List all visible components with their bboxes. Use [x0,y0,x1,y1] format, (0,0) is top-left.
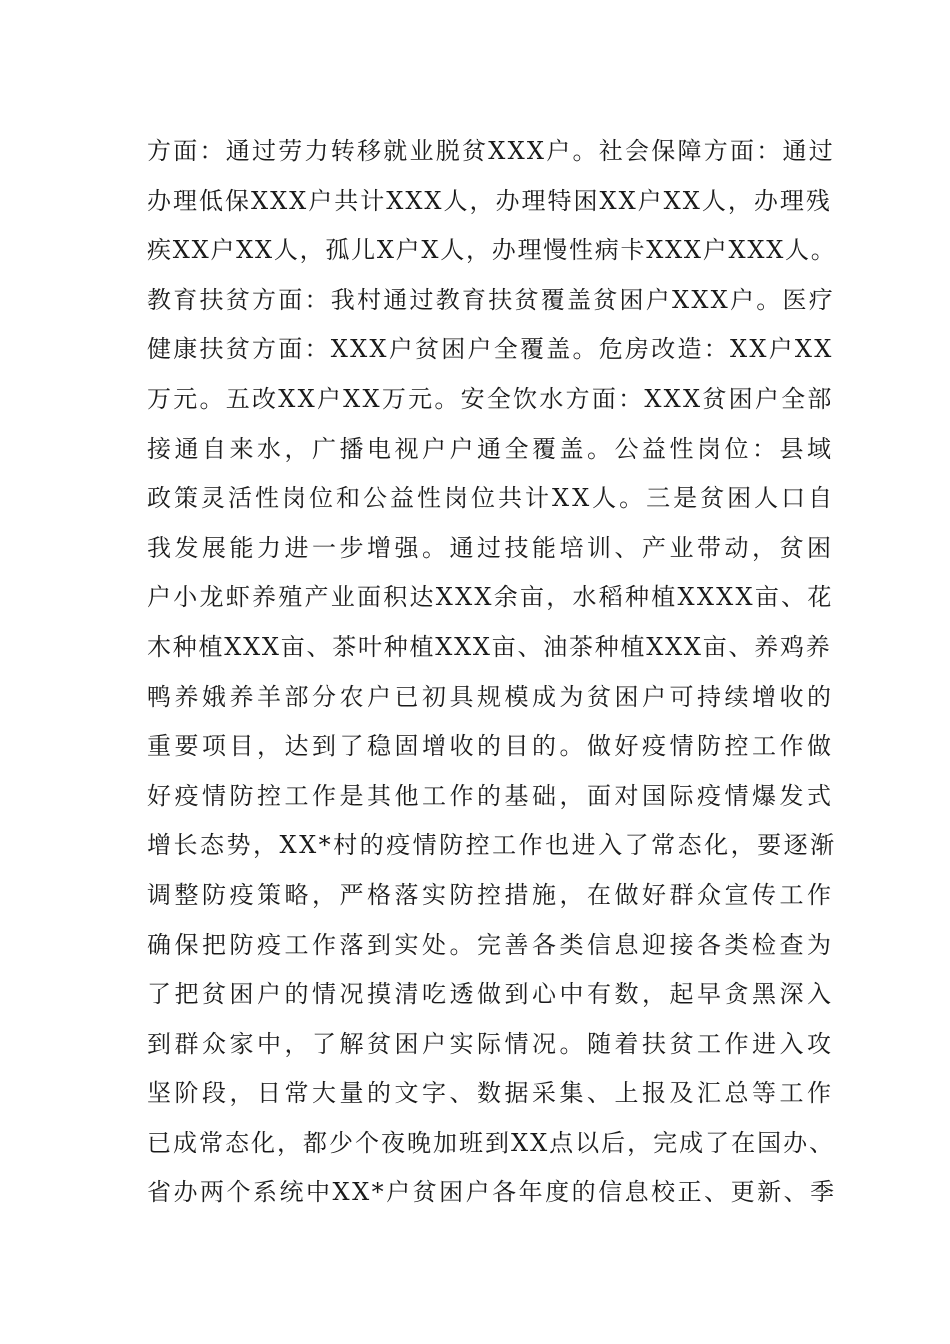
text-line: 坚阶段，日常大量的文字、数据采集、上报及汇总等工作 [147,1079,835,1108]
text-line: 调整防疫策略，严格落实防控措施，在做好群众宣传工作 [147,880,835,909]
text-line: 万元。五改XX户XX万元。安全饮水方面：XXX贫困户全部 [147,384,834,413]
text-line: 接通自来水，广播电视户户通全覆盖。公益性岗位：县域 [147,434,835,463]
text-line: 确保把防疫工作落到实处。完善各类信息迎接各类检查为 [147,930,835,959]
body-text [147,127,837,1218]
text-line: 木种植XXX亩、茶叶种植XXX亩、油茶种植XXX亩、养鸡养 [147,632,832,661]
text-line: 重要项目，达到了稳固增收的目的。做好疫情防控工作做 [147,732,835,761]
text-line: 到群众家中，了解贫困户实际情况。随着扶贫工作进入攻 [147,1029,835,1058]
text-line: 方面：通过劳力转移就业脱贫XXX户。社会保障方面：通过 [147,137,836,165]
text-line: 健康扶贫方面：XXX户贫困户全覆盖。危房改造：XX户XX [147,335,834,364]
text-line: 省办两个系统中XX*户贫困户各年度的信息校正、更新、季 [147,1178,837,1207]
text-line: 办理低保XXX户共计XXX人，办理特困XX户XX人，办理残 [147,186,832,215]
text-line: 疾XX户XX人，孤儿X户X人，办理慢性病卡XXX户XXX人。 [147,236,837,265]
text-line: 鸭养娥养羊部分农户已初具规模成为贫困户可持续增收的 [147,682,835,711]
text-line: 增长态势，XX*村的疫情防控工作也进入了常态化，要逐渐 [147,831,837,860]
text-line: 已成常态化，都少个夜晚加班到XX点以后，完成了在国办、 [147,1128,836,1157]
text-line: 我发展能力进一步增强。通过技能培训、产业带动，贫困 [147,533,835,562]
text-line: 了把贫困户的情况摸清吃透做到心中有数，起早贪黑深入 [147,980,835,1009]
text-line: 政策灵活性岗位和公益性岗位共计XX人。三是贫困人口自 [147,484,836,513]
text-line: 户小龙虾养殖产业面积达XXX余亩，水稻种植XXXX亩、花 [147,583,834,612]
text-line: 教育扶贫方面：我村通过教育扶贫覆盖贫困户XXX户。医疗 [147,285,836,314]
text-line: 好疫情防控工作是其他工作的基础，面对国际疫情爆发式 [147,781,835,810]
